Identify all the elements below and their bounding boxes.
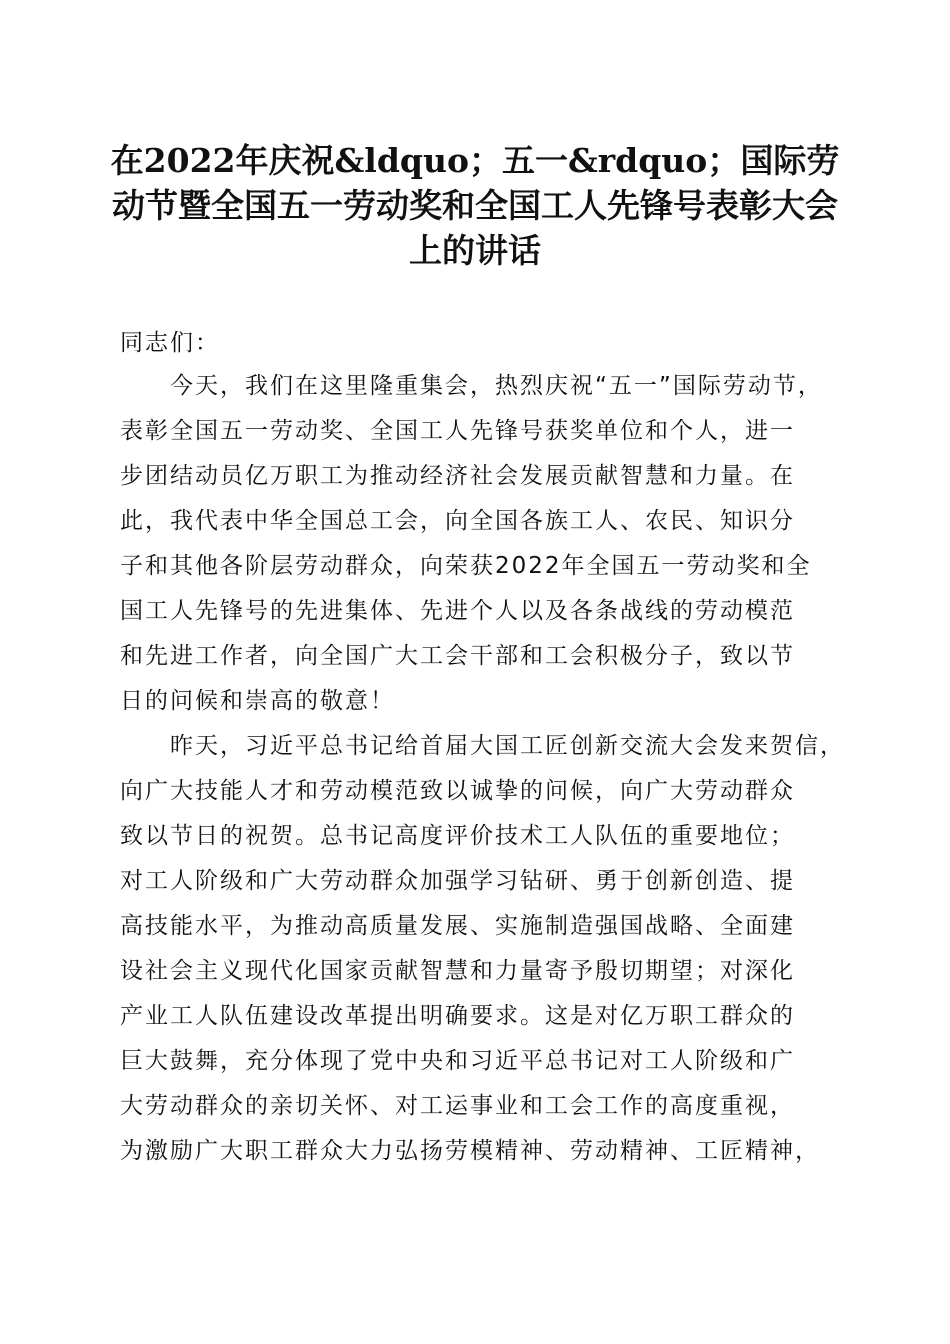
paragraph-2-line: 产业工人队伍建设改革提出明确要求。这是对亿万职工群众的 [120, 1003, 795, 1029]
paragraph-2-line: 致以节日的祝贺。总书记高度评价技术工人队伍的重要地位； [120, 823, 795, 849]
paragraph-2-line: 巨大鼓舞，充分体现了党中央和习近平总书记对工人阶级和广 [120, 1048, 795, 1074]
paragraph-1-line: 此，我代表中华全国总工会，向全国各族工人、农民、知识分 [120, 508, 795, 534]
paragraph-1-line: 今天，我们在这里隆重集会，热烈庆祝“五一”国际劳动节， [120, 373, 823, 399]
paragraph-2-line: 昨天，习近平总书记给首届大国工匠创新交流大会发来贺信， [120, 733, 845, 759]
paragraph-2-line: 对工人阶级和广大劳动群众加强学习钻研、勇于创新创造、提 [120, 868, 795, 894]
paragraph-1-line: 表彰全国五一劳动奖、全国工人先锋号获奖单位和个人，进一 [120, 418, 795, 444]
paragraph-2-line: 高技能水平，为推动高质量发展、实施制造强国战略、全面建 [120, 913, 795, 939]
paragraph-2-line: 设社会主义现代化国家贡献智慧和力量寄予殷切期望；对深化 [120, 958, 795, 984]
salutation: 同志们： [120, 330, 220, 356]
paragraph-1-line: 子和其他各阶层劳动群众，向荣获2022年全国五一劳动奖和全 [120, 553, 812, 579]
paragraph-2-line: 为激励广大职工群众大力弘扬劳模精神、劳动精神、工匠精神， [120, 1138, 820, 1164]
paragraph-2-line: 大劳动群众的亲切关怀、对工运事业和工会工作的高度重视， [120, 1093, 795, 1119]
paragraph-2-line: 向广大技能人才和劳动模范致以诚挚的问候，向广大劳动群众 [120, 778, 795, 804]
paragraph-1-line: 和先进工作者，向全国广大工会干部和工会积极分子，致以节 [120, 643, 795, 669]
paragraph-1-line: 日的问候和崇高的敬意！ [120, 688, 395, 714]
document-title: 在2022年庆祝&ldquo；五一&rdquo；国际劳动节暨全国五一劳动奖和全国工人先锋号表彰大会上的讲话 [110, 141, 840, 270]
paragraph-1-line: 步团结动员亿万职工为推动经济社会发展贡献智慧和力量。在 [120, 463, 795, 489]
paragraph-1-line: 国工人先锋号的先进集体、先进个人以及各条战线的劳动模范 [120, 598, 795, 624]
